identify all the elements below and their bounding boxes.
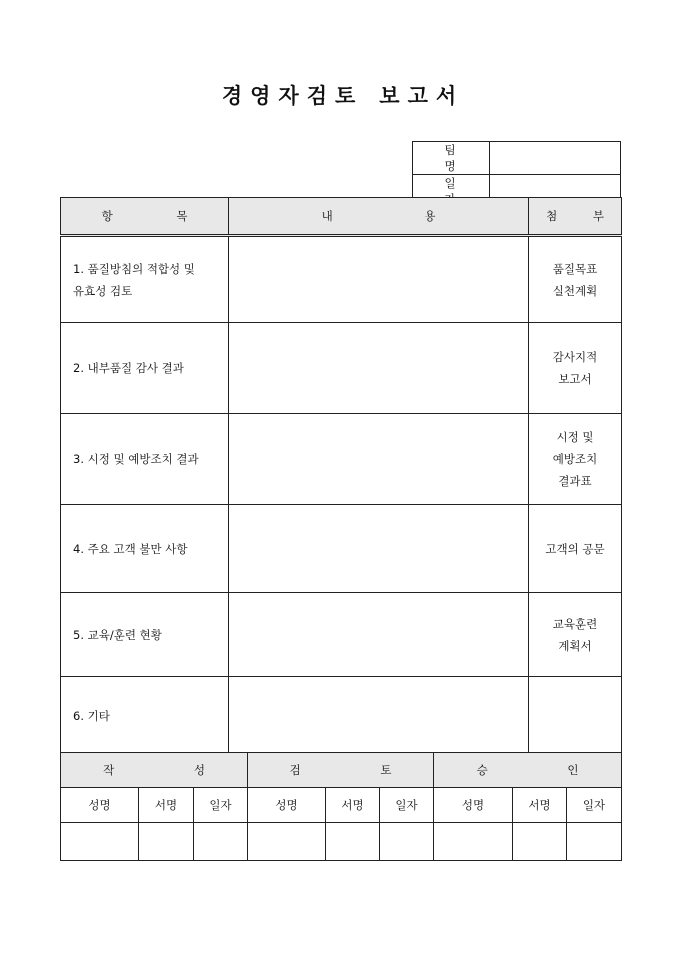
- group-reviewer: 검 토: [248, 753, 434, 788]
- team-name-label: 팀 명: [413, 142, 490, 175]
- row-attachment: 고객의 공문: [529, 505, 622, 593]
- approver-name-field[interactable]: [434, 823, 513, 861]
- approver-date-field[interactable]: [567, 823, 622, 861]
- group-author: 작 성: [61, 753, 248, 788]
- title-char: 영: [250, 83, 273, 108]
- table-row: [61, 414, 622, 505]
- header-item: 항 목: [61, 198, 229, 236]
- reviewer-sign-field[interactable]: [326, 823, 380, 861]
- table-row: [61, 593, 622, 677]
- row-attachment: [529, 677, 622, 755]
- row-attachment: 시정 및 예방조치 결과표: [529, 414, 622, 505]
- title-char: 고: [407, 83, 430, 108]
- row-item: 3. 시정 및 예방조치 결과: [61, 414, 229, 505]
- col-date: 일자: [194, 788, 248, 823]
- header-attachment: 첨 부: [529, 198, 622, 236]
- author-name-field[interactable]: [61, 823, 139, 861]
- row-attachment: 감사지적 보고서: [529, 323, 622, 414]
- table-row: [61, 677, 622, 755]
- title-char: 보: [379, 83, 402, 108]
- col-sign: 서명: [513, 788, 567, 823]
- table-row: [61, 323, 622, 414]
- title-char: 검: [306, 83, 329, 108]
- col-sign: 서명: [139, 788, 194, 823]
- reviewer-date-field[interactable]: [380, 823, 434, 861]
- col-name: 성명: [434, 788, 513, 823]
- row-content-field[interactable]: [229, 414, 529, 505]
- reviewer-name-field[interactable]: [248, 823, 326, 861]
- signature-group-row: [61, 753, 622, 788]
- row-content-field[interactable]: [229, 236, 529, 323]
- row-content-field[interactable]: [229, 323, 529, 414]
- title-char: 서: [435, 83, 459, 108]
- row-item: 4. 주요 고객 불만 사항: [61, 505, 229, 593]
- date-label: 일: [413, 175, 490, 208]
- row-content-field[interactable]: [229, 593, 529, 677]
- row-item: 2. 내부품질 감사 결과: [61, 323, 229, 414]
- review-table: [60, 197, 622, 755]
- row-content-field[interactable]: [229, 677, 529, 755]
- col-name: 성명: [61, 788, 139, 823]
- col-date: 일자: [380, 788, 434, 823]
- document-title: [0, 80, 680, 110]
- title-char: 경: [221, 83, 245, 108]
- review-header-row: [61, 198, 622, 236]
- col-sign: 서명: [326, 788, 380, 823]
- row-item: 5. 교육/훈련 현황: [61, 593, 229, 677]
- row-content-field[interactable]: [229, 505, 529, 593]
- signature-column-row: [61, 788, 622, 823]
- header-content: 내 용: [229, 198, 529, 236]
- signature-table: [60, 752, 622, 861]
- title-char: 토: [335, 83, 358, 108]
- author-sign-field[interactable]: [139, 823, 194, 861]
- table-row: [61, 505, 622, 593]
- row-attachment: 품질목표 실천계획: [529, 236, 622, 323]
- approver-sign-field[interactable]: [513, 823, 567, 861]
- author-date-field[interactable]: [194, 823, 248, 861]
- signature-entry-row: [61, 823, 622, 861]
- row-item: 6. 기타: [61, 677, 229, 755]
- row-item: 1. 품질방침의 적합성 및 유효성 검토: [61, 236, 229, 323]
- table-row: [61, 236, 622, 323]
- team-name-field[interactable]: [490, 142, 621, 175]
- col-name: 성명: [248, 788, 326, 823]
- group-approver: 승 인: [434, 753, 622, 788]
- title-char: 자: [278, 83, 301, 108]
- col-date: 일자: [567, 788, 622, 823]
- row-attachment: 교육훈련 계획서: [529, 593, 622, 677]
